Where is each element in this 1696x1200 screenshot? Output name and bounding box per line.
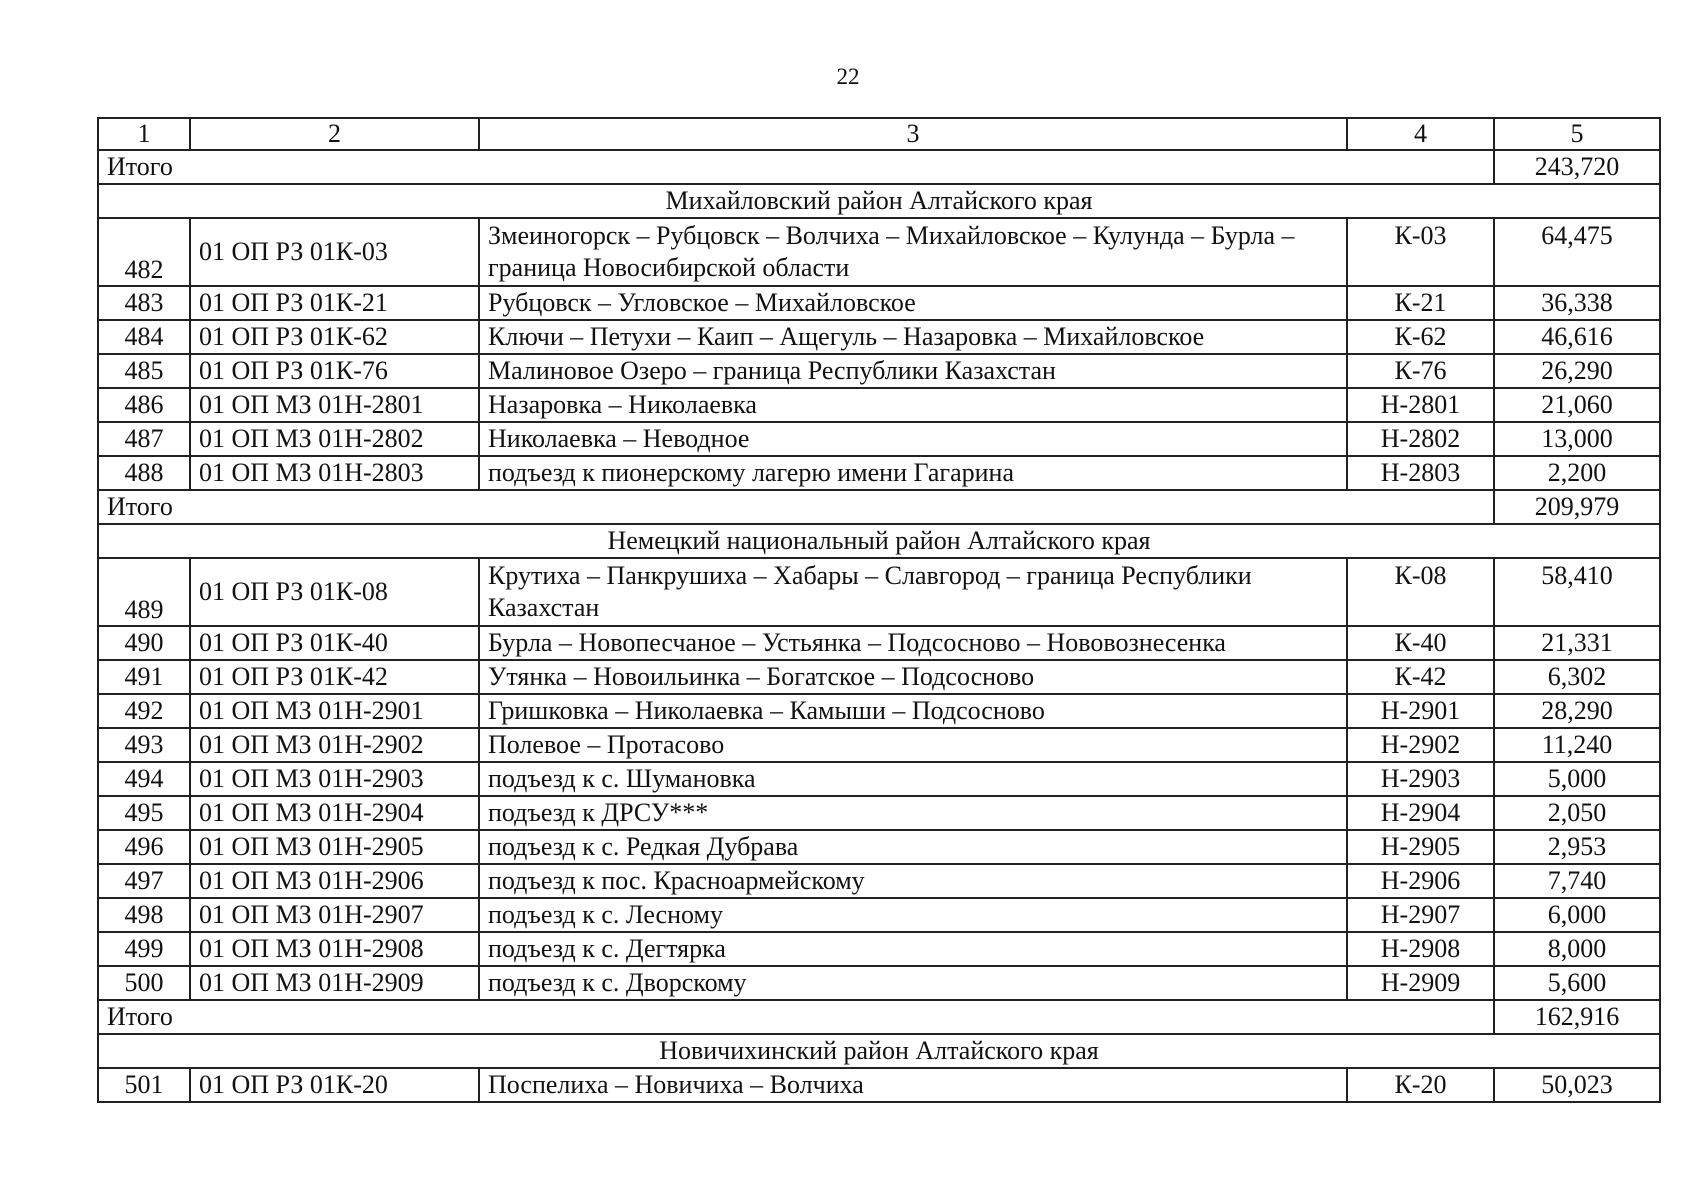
column-header-5: 5 bbox=[1494, 118, 1660, 150]
road-length: 50,023 bbox=[1494, 1068, 1660, 1102]
row-number: 496 bbox=[98, 830, 190, 864]
row-number: 483 bbox=[98, 286, 190, 320]
total-value: 162,916 bbox=[1494, 1000, 1660, 1034]
table-row bbox=[98, 388, 1660, 422]
road-length: 36,338 bbox=[1494, 286, 1660, 320]
road-name: подъезд к ДРСУ*** bbox=[479, 796, 1347, 830]
road-name: подъезд к с. Дворскому bbox=[479, 966, 1347, 1000]
road-code: К-62 bbox=[1347, 320, 1494, 354]
district-heading-row bbox=[98, 524, 1660, 558]
table-row bbox=[98, 422, 1660, 456]
row-number: 498 bbox=[98, 898, 190, 932]
road-length: 21,060 bbox=[1494, 388, 1660, 422]
column-header-4: 4 bbox=[1347, 118, 1494, 150]
column-header-2: 2 bbox=[190, 118, 479, 150]
total-value: 209,979 bbox=[1494, 490, 1660, 524]
road-code: К-20 bbox=[1347, 1068, 1494, 1102]
column-header-3: 3 bbox=[479, 118, 1347, 150]
road-code: К-42 bbox=[1347, 660, 1494, 694]
total-row bbox=[98, 490, 1660, 524]
total-label: Итого bbox=[98, 1000, 1494, 1034]
table-row bbox=[98, 728, 1660, 762]
road-length: 64,475 bbox=[1494, 218, 1660, 286]
row-number: 486 bbox=[98, 388, 190, 422]
row-number: 485 bbox=[98, 354, 190, 388]
district-heading: Немецкий национальный район Алтайского края bbox=[98, 524, 1660, 558]
table-row bbox=[98, 830, 1660, 864]
road-id: 01 ОП МЗ 01Н-2801 bbox=[190, 388, 479, 422]
road-name: подъезд к с. Шумановка bbox=[479, 762, 1347, 796]
table-row bbox=[98, 762, 1660, 796]
road-length: 11,240 bbox=[1494, 728, 1660, 762]
table-row bbox=[98, 932, 1660, 966]
road-length: 2,953 bbox=[1494, 830, 1660, 864]
road-id: 01 ОП МЗ 01Н-2802 bbox=[190, 422, 479, 456]
road-name: подъезд к с. Редкая Дубрава bbox=[479, 830, 1347, 864]
road-name: подъезд к пос. Красноармейскому bbox=[479, 864, 1347, 898]
row-number: 494 bbox=[98, 762, 190, 796]
road-code: Н-2908 bbox=[1347, 932, 1494, 966]
district-heading: Новичихинский район Алтайского края bbox=[98, 1034, 1660, 1068]
road-code: Н-2907 bbox=[1347, 898, 1494, 932]
table-row bbox=[98, 354, 1660, 388]
total-row bbox=[98, 150, 1660, 184]
road-code: Н-2803 bbox=[1347, 456, 1494, 490]
row-number: 493 bbox=[98, 728, 190, 762]
table-row bbox=[98, 218, 1660, 286]
table-row bbox=[98, 456, 1660, 490]
road-id: 01 ОП РЗ 01К-20 bbox=[190, 1068, 479, 1102]
road-length: 58,410 bbox=[1494, 558, 1660, 626]
road-name: подъезд к с. Дегтярка bbox=[479, 932, 1347, 966]
road-code: Н-2905 bbox=[1347, 830, 1494, 864]
table-row bbox=[98, 966, 1660, 1000]
road-id: 01 ОП МЗ 01Н-2909 bbox=[190, 966, 479, 1000]
table-row bbox=[98, 694, 1660, 728]
road-length: 13,000 bbox=[1494, 422, 1660, 456]
road-code: Н-2903 bbox=[1347, 762, 1494, 796]
total-label: Итого bbox=[98, 490, 1494, 524]
row-number: 487 bbox=[98, 422, 190, 456]
row-number: 499 bbox=[98, 932, 190, 966]
road-length: 8,000 bbox=[1494, 932, 1660, 966]
road-name: Назаровка – Николаевка bbox=[479, 388, 1347, 422]
road-code: К-21 bbox=[1347, 286, 1494, 320]
table-row bbox=[98, 660, 1660, 694]
table-row bbox=[98, 796, 1660, 830]
road-code: Н-2801 bbox=[1347, 388, 1494, 422]
row-number: 490 bbox=[98, 626, 190, 660]
total-row bbox=[98, 1000, 1660, 1034]
row-number: 488 bbox=[98, 456, 190, 490]
road-name: Рубцовск – Угловское – Михайловское bbox=[479, 286, 1347, 320]
row-number: 492 bbox=[98, 694, 190, 728]
road-length: 7,740 bbox=[1494, 864, 1660, 898]
road-code: Н-2904 bbox=[1347, 796, 1494, 830]
road-length: 6,000 bbox=[1494, 898, 1660, 932]
road-name: Утянка – Новоильинка – Богатское – Подсосново bbox=[479, 660, 1347, 694]
road-name: Змеиногорск – Рубцовск – Волчиха – Михайловское – Кулунда – Бурла – граница Новосибирской области bbox=[479, 218, 1347, 286]
table-row bbox=[98, 558, 1660, 626]
road-length: 6,302 bbox=[1494, 660, 1660, 694]
road-id: 01 ОП РЗ 01К-21 bbox=[190, 286, 479, 320]
road-code: К-76 bbox=[1347, 354, 1494, 388]
road-length: 21,331 bbox=[1494, 626, 1660, 660]
road-code: Н-2802 bbox=[1347, 422, 1494, 456]
total-value: 243,720 bbox=[1494, 150, 1660, 184]
road-code: К-08 bbox=[1347, 558, 1494, 626]
road-id: 01 ОП МЗ 01Н-2902 bbox=[190, 728, 479, 762]
row-number: 497 bbox=[98, 864, 190, 898]
district-heading-row bbox=[98, 184, 1660, 218]
road-name: Полевое – Протасово bbox=[479, 728, 1347, 762]
column-header-1: 1 bbox=[98, 118, 190, 150]
row-number: 484 bbox=[98, 320, 190, 354]
roads-table-body bbox=[98, 118, 1660, 1102]
road-length: 26,290 bbox=[1494, 354, 1660, 388]
road-name: Малиновое Озеро – граница Республики Казахстан bbox=[479, 354, 1347, 388]
road-name: Гришковка – Николаевка – Камыши – Подсосново bbox=[479, 694, 1347, 728]
road-length: 5,000 bbox=[1494, 762, 1660, 796]
road-code: Н-2909 bbox=[1347, 966, 1494, 1000]
table-row bbox=[98, 864, 1660, 898]
table-row bbox=[98, 626, 1660, 660]
road-id: 01 ОП МЗ 01Н-2907 bbox=[190, 898, 479, 932]
road-id: 01 ОП РЗ 01К-76 bbox=[190, 354, 479, 388]
row-number: 495 bbox=[98, 796, 190, 830]
road-length: 5,600 bbox=[1494, 966, 1660, 1000]
road-length: 28,290 bbox=[1494, 694, 1660, 728]
road-length: 46,616 bbox=[1494, 320, 1660, 354]
road-id: 01 ОП МЗ 01Н-2906 bbox=[190, 864, 479, 898]
road-id: 01 ОП МЗ 01Н-2904 bbox=[190, 796, 479, 830]
road-name: Ключи – Петухи – Каип – Ащегуль – Назаровка – Михайловское bbox=[479, 320, 1347, 354]
road-id: 01 ОП МЗ 01Н-2803 bbox=[190, 456, 479, 490]
road-name: Поспелиха – Новичиха – Волчиха bbox=[479, 1068, 1347, 1102]
road-code: Н-2906 bbox=[1347, 864, 1494, 898]
road-id: 01 ОП РЗ 01К-40 bbox=[190, 626, 479, 660]
road-code: Н-2901 bbox=[1347, 694, 1494, 728]
row-number: 500 bbox=[98, 966, 190, 1000]
road-id: 01 ОП РЗ 01К-42 bbox=[190, 660, 479, 694]
road-name: Крутиха – Панкрушиха – Хабары – Славгород – граница Республики Казахстан bbox=[479, 558, 1347, 626]
road-id: 01 ОП МЗ 01Н-2908 bbox=[190, 932, 479, 966]
road-id: 01 ОП РЗ 01К-08 bbox=[190, 558, 479, 626]
row-number: 501 bbox=[98, 1068, 190, 1102]
road-name: Бурла – Новопесчаное – Устьянка – Подсосново – Нововознесенка bbox=[479, 626, 1347, 660]
district-heading-row bbox=[98, 1034, 1660, 1068]
road-code: К-40 bbox=[1347, 626, 1494, 660]
road-id: 01 ОП МЗ 01Н-2905 bbox=[190, 830, 479, 864]
roads-table bbox=[97, 117, 1661, 1103]
table-header-row bbox=[98, 118, 1660, 150]
total-label: Итого bbox=[98, 150, 1494, 184]
road-id: 01 ОП МЗ 01Н-2903 bbox=[190, 762, 479, 796]
road-code: Н-2902 bbox=[1347, 728, 1494, 762]
road-name: Николаевка – Неводное bbox=[479, 422, 1347, 456]
table-row bbox=[98, 898, 1660, 932]
row-number: 482 bbox=[98, 218, 190, 286]
table-row bbox=[98, 1068, 1660, 1102]
table-row bbox=[98, 286, 1660, 320]
row-number: 489 bbox=[98, 558, 190, 626]
road-length: 2,200 bbox=[1494, 456, 1660, 490]
road-name: подъезд к пионерскому лагерю имени Гагарина bbox=[479, 456, 1347, 490]
road-name: подъезд к с. Лесному bbox=[479, 898, 1347, 932]
district-heading: Михайловский район Алтайского края bbox=[98, 184, 1660, 218]
road-id: 01 ОП РЗ 01К-03 bbox=[190, 218, 479, 286]
road-id: 01 ОП МЗ 01Н-2901 bbox=[190, 694, 479, 728]
row-number: 491 bbox=[98, 660, 190, 694]
road-id: 01 ОП РЗ 01К-62 bbox=[190, 320, 479, 354]
page-number: 22 bbox=[836, 64, 860, 89]
road-code: К-03 bbox=[1347, 218, 1494, 286]
road-length: 2,050 bbox=[1494, 796, 1660, 830]
table-row bbox=[98, 320, 1660, 354]
